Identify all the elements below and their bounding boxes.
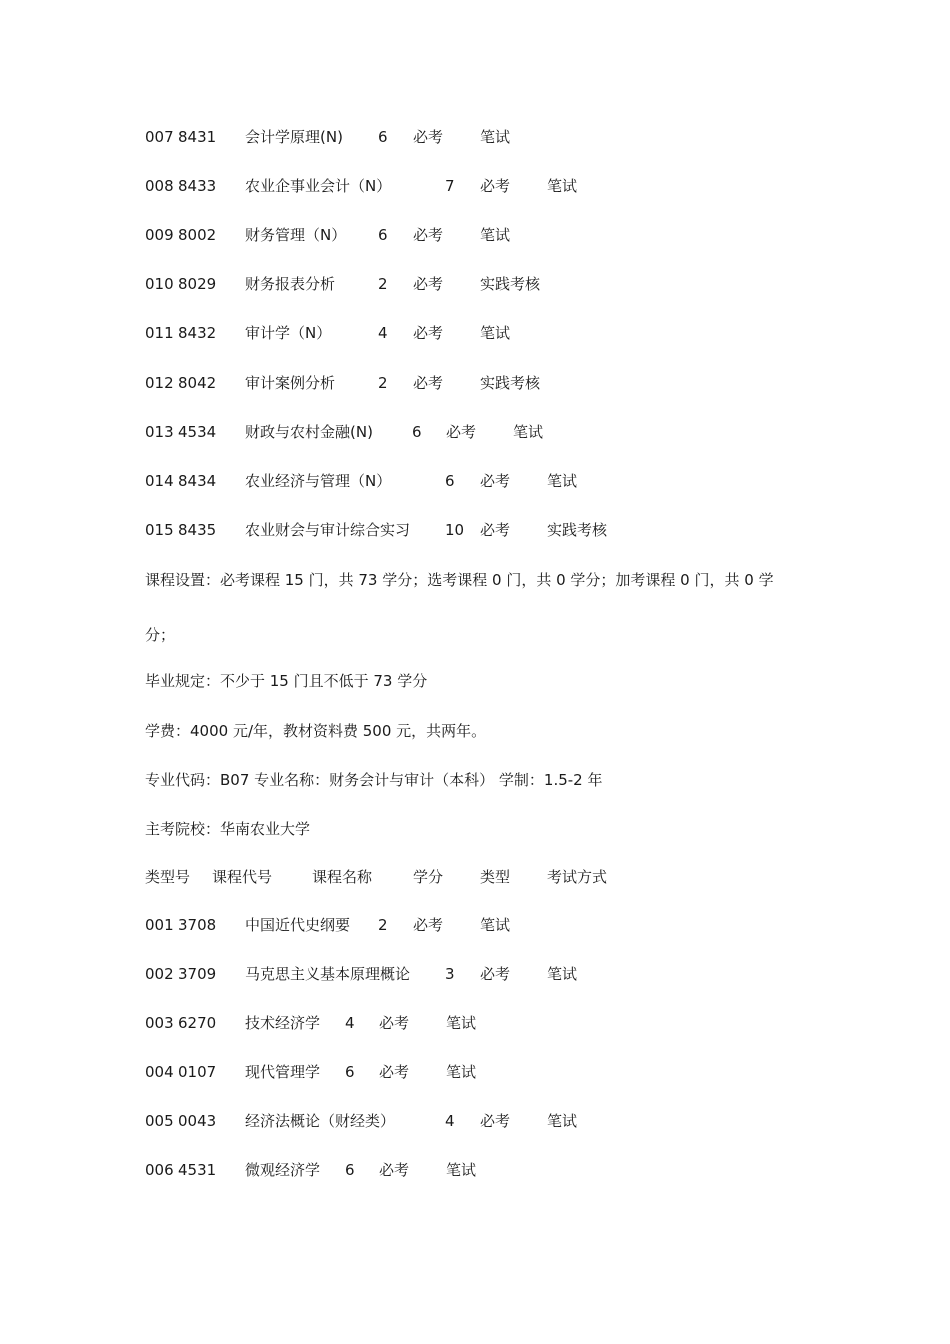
header-name: 课程名称	[312, 868, 373, 886]
tuition-text: 学费：4000 元/年，教材资料费 500 元，共两年。	[145, 722, 487, 740]
course-seq: 009	[145, 226, 174, 244]
course-seq: 010	[145, 275, 174, 293]
course-type: 必考	[480, 472, 511, 490]
course-credit: 7	[445, 177, 455, 195]
course-type: 必考	[379, 1014, 410, 1032]
course-seq: 011	[145, 324, 174, 342]
course-method: 笔试	[480, 128, 511, 146]
course-type: 必考	[480, 965, 511, 983]
course-credit: 3	[445, 965, 455, 983]
course-seq: 013	[145, 423, 174, 441]
course-code: 8431	[178, 128, 217, 146]
course-name: 现代管理学	[245, 1063, 321, 1081]
course-type: 必考	[413, 226, 444, 244]
course-type: 必考	[413, 275, 444, 293]
course-type: 必考	[413, 374, 444, 392]
course-method: 笔试	[547, 1112, 578, 1130]
course-name: 马克思主义基本原理概论	[245, 965, 411, 983]
course-name: 中国近代史纲要	[245, 916, 351, 934]
course-code: 3708	[178, 916, 217, 934]
course-type: 必考	[446, 423, 477, 441]
course-name: 财务管理（N）	[245, 226, 347, 244]
course-credit: 2	[378, 916, 388, 934]
course-seq: 003	[145, 1014, 174, 1032]
course-seq: 006	[145, 1161, 174, 1179]
course-seq: 014	[145, 472, 174, 490]
course-code: 3709	[178, 965, 217, 983]
course-type: 必考	[413, 916, 444, 934]
course-type: 必考	[480, 1112, 511, 1130]
course-credit: 4	[445, 1112, 455, 1130]
course-name: 会计学原理(N)	[245, 128, 343, 146]
course-type: 必考	[413, 128, 444, 146]
major-info-text: 专业代码：B07 专业名称：财务会计与审计（本科） 学制：1.5-2 年	[145, 771, 603, 789]
header-type: 类型	[480, 868, 511, 886]
course-name: 技术经济学	[245, 1014, 321, 1032]
course-type: 必考	[379, 1063, 410, 1081]
course-code: 0107	[178, 1063, 217, 1081]
course-name: 审计案例分析	[245, 374, 336, 392]
course-credit: 2	[378, 374, 388, 392]
course-code: 4531	[178, 1161, 217, 1179]
course-seq: 004	[145, 1063, 174, 1081]
course-credit: 6	[345, 1063, 355, 1081]
course-code: 8435	[178, 521, 217, 539]
course-name: 财政与农村金融(N)	[245, 423, 373, 441]
course-method: 实践考核	[547, 521, 608, 539]
course-credit: 6	[378, 128, 388, 146]
course-setting-text: 课程设置：必考课程 15 门，共 73 学分；选考课程 0 门，共 0 学分；加考课程 0 门，共 0 学	[145, 571, 774, 589]
course-name: 农业企事业会计（N）	[245, 177, 392, 195]
course-name: 微观经济学	[245, 1161, 321, 1179]
course-seq: 001	[145, 916, 174, 934]
course-method: 笔试	[547, 965, 578, 983]
course-method: 笔试	[513, 423, 544, 441]
course-seq: 015	[145, 521, 174, 539]
course-method: 笔试	[446, 1063, 477, 1081]
course-seq: 002	[145, 965, 174, 983]
course-method: 笔试	[446, 1161, 477, 1179]
course-type: 必考	[480, 177, 511, 195]
course-method: 笔试	[480, 916, 511, 934]
course-method: 笔试	[480, 226, 511, 244]
course-code: 8029	[178, 275, 217, 293]
course-code: 0043	[178, 1112, 217, 1130]
course-credit: 4	[378, 324, 388, 342]
course-name: 审计学（N）	[245, 324, 332, 342]
course-method: 笔试	[547, 177, 578, 195]
course-method: 实践考核	[480, 275, 541, 293]
course-code: 4534	[178, 423, 217, 441]
header-method: 考试方式	[547, 868, 608, 886]
course-credit: 2	[378, 275, 388, 293]
course-type: 必考	[480, 521, 511, 539]
course-name: 经济法概论（财经类）	[245, 1112, 396, 1130]
course-name: 农业财会与审计综合实习	[245, 521, 411, 539]
course-credit: 6	[412, 423, 422, 441]
course-type: 必考	[379, 1161, 410, 1179]
course-method: 笔试	[547, 472, 578, 490]
course-type: 必考	[413, 324, 444, 342]
course-method: 笔试	[446, 1014, 477, 1032]
course-method: 实践考核	[480, 374, 541, 392]
course-credit: 10	[445, 521, 465, 539]
course-name: 财务报表分析	[245, 275, 336, 293]
school-text: 主考院校：华南农业大学	[145, 820, 311, 838]
course-credit: 6	[345, 1161, 355, 1179]
course-credit: 6	[445, 472, 455, 490]
course-method: 笔试	[480, 324, 511, 342]
course-code: 8433	[178, 177, 217, 195]
course-code: 8432	[178, 324, 217, 342]
course-name: 农业经济与管理（N）	[245, 472, 392, 490]
course-credit: 6	[378, 226, 388, 244]
course-seq: 008	[145, 177, 174, 195]
course-seq: 007	[145, 128, 174, 146]
course-code: 8042	[178, 374, 217, 392]
graduation-text: 毕业规定：不少于 15 门且不低于 73 学分	[145, 672, 428, 690]
course-setting-text-cont: 分；	[145, 626, 176, 644]
header-code: 课程代号	[212, 868, 273, 886]
course-code: 8434	[178, 472, 217, 490]
course-seq: 005	[145, 1112, 174, 1130]
course-seq: 012	[145, 374, 174, 392]
course-row	[145, 1160, 477, 1320]
course-credit: 4	[345, 1014, 355, 1032]
header-credit: 学分	[413, 868, 444, 886]
header-seq: 类型号	[145, 868, 191, 886]
course-code: 8002	[178, 226, 217, 244]
course-code: 6270	[178, 1014, 217, 1032]
